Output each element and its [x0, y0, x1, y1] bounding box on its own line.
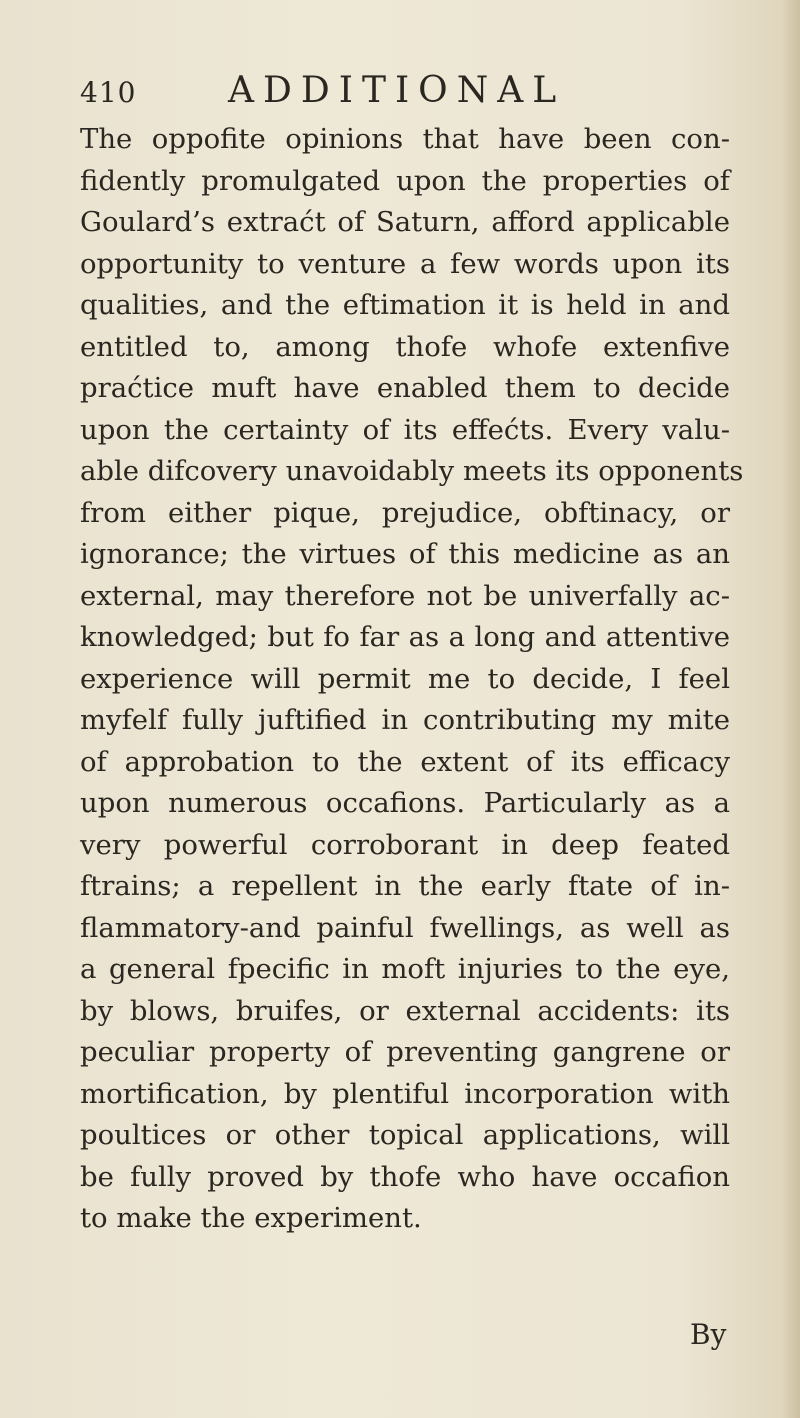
text-line: knowledged; but fo far as a long and attentive — [80, 621, 730, 653]
text-line: qualities, and the eftimation it is held in and — [80, 289, 730, 321]
text-line: upon the certainty of its effećts. Every valu- — [80, 413, 730, 446]
text-line: from either pique, prejudice, obftinacy, or — [80, 496, 730, 529]
text-line: entitled to, among thofe whofe extenfive — [80, 330, 730, 363]
text-line: be fully proved by thofe who have occafion — [80, 1160, 730, 1193]
text-line: mortification, by plentiful incorporation with — [80, 1077, 730, 1110]
text-line: Goulard’s extraćt of Saturn, afford applicable — [80, 206, 730, 238]
page-number: 410 — [80, 76, 137, 109]
text-line: able difcovery unavoidably meets its opponents — [80, 455, 744, 487]
body-text — [80, 119, 744, 1240]
text-line: ftrains; a repellent in the early ftate of in- — [80, 870, 730, 902]
text-line: myfelf fully juftified in contributing my mite — [80, 704, 730, 736]
text-line: fidently promulgated upon the properties of — [80, 164, 730, 197]
running-head: ADDITIONAL — [228, 70, 566, 111]
text-line: very powerful corroborant in deep feated — [80, 828, 730, 861]
text-line: opportunity to venture a few words upon its — [80, 247, 730, 280]
text-line-last: to make the experiment. — [80, 1202, 422, 1234]
text-line: upon numerous occafions. Particularly as a — [80, 787, 730, 819]
text-line: poultices or other topical applications, will — [80, 1119, 730, 1151]
page-edge-shadow — [782, 0, 800, 1418]
text-line: ignorance; the virtues of this medicine as an — [80, 538, 730, 570]
text-line: The oppofite opinions that have been con- — [80, 123, 730, 155]
text-line: experience will permit me to decide, I feel — [80, 662, 730, 695]
text-line: peculiar property of preventing gangrene or — [80, 1036, 730, 1068]
text-line: flammatory-and painful fwellings, as well as — [80, 911, 730, 944]
catchword: By — [690, 1318, 727, 1351]
text-line: external, may therefore not be univerfally ac- — [80, 579, 730, 612]
text-line: a general fpecific in moft injuries to the eye, — [80, 953, 730, 985]
text-line: of approbation to the extent of its efficacy — [80, 745, 730, 778]
text-line: by blows, bruifes, or external accidents: its — [80, 994, 730, 1027]
text-line: praćtice muft have enabled them to decide — [80, 372, 730, 404]
page-header — [80, 70, 640, 114]
